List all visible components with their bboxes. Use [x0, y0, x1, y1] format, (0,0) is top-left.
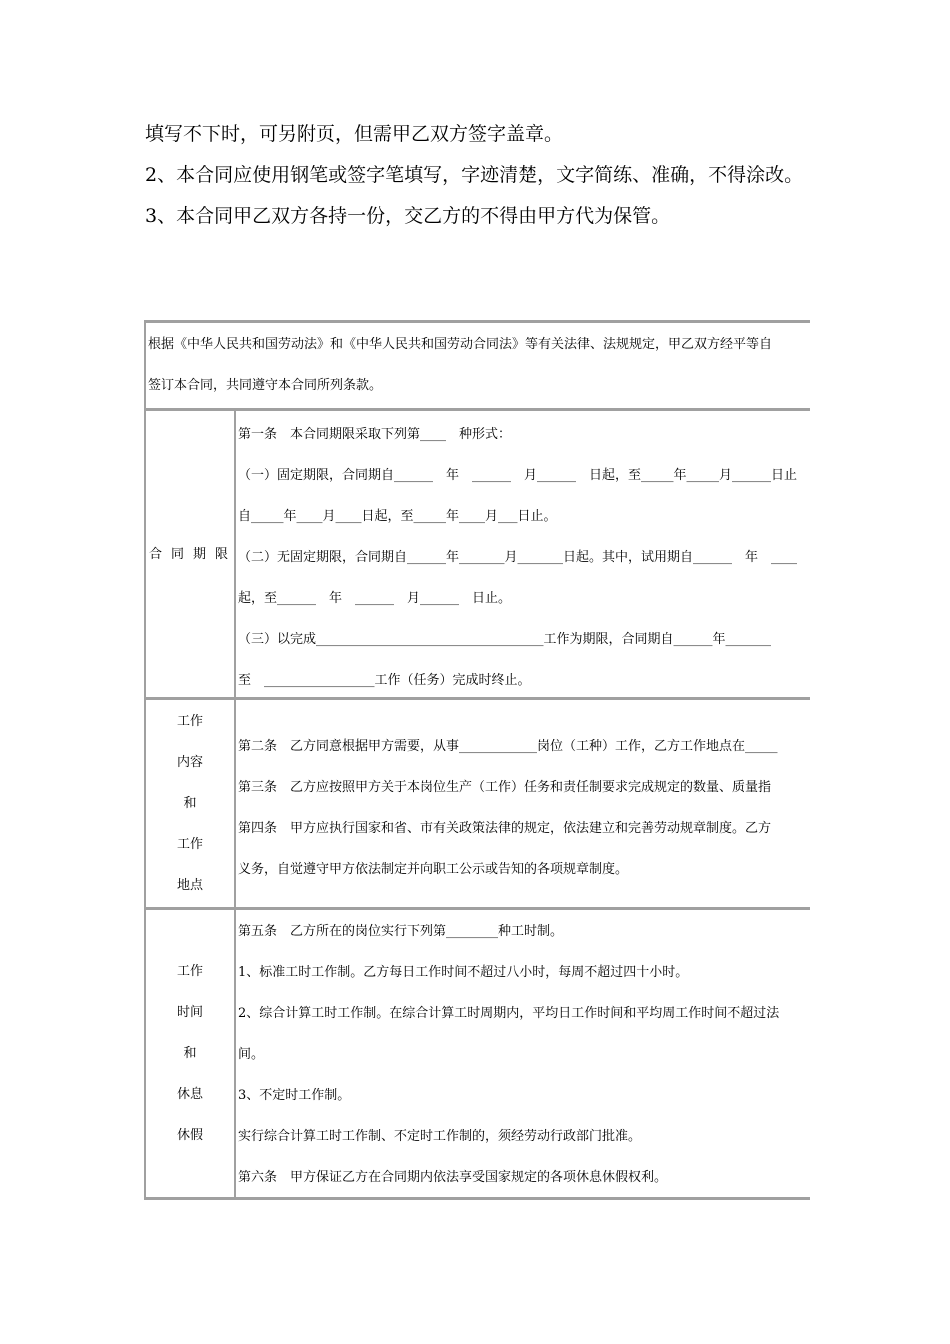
work-hours-content [236, 910, 810, 1197]
clause-line: 至 _________________工作（任务）完成时终止。 [238, 673, 531, 688]
label-line: 地点 [176, 878, 203, 893]
contract-term-content [236, 411, 810, 697]
note-line: 3、本合同甲乙双方各持一份，交乙方的不得由甲方代为保管。 [145, 205, 671, 227]
clause-line: 义务，自觉遵守甲方依法制定并向职工公示或告知的各项规章制度。 [238, 862, 629, 877]
clause-line: 第五条 乙方所在的岗位实行下列第________种工时制。 [238, 924, 564, 939]
label-line: 休息 [176, 1087, 203, 1102]
clause-line: 第六条 甲方保证乙方在合同期内依法享受国家规定的各项休息休假权利。 [238, 1170, 668, 1185]
work-hours-row [146, 910, 810, 1200]
contract-notes [145, 114, 905, 237]
label-line: 工作 [176, 714, 203, 729]
clause-line: 实行综合计算工时工作制、不定时工作制的，须经劳动行政部门批准。 [238, 1129, 642, 1144]
work-content-content [236, 700, 810, 907]
clause-line: 第一条 本合同期限采取下列第____ 种形式： [238, 427, 512, 442]
intro-line: 签订本合同，共同遵守本合同所列条款。 [148, 378, 383, 393]
contract-term-label: 合同期限 [149, 546, 238, 562]
label-line: 工作 [176, 837, 203, 852]
clause-line: （三）以完成___________________________________工作为期限，合同期自______年_______ [238, 632, 772, 647]
contract-term-row [146, 411, 810, 700]
clause-line: 3、不定时工作制。 [238, 1088, 351, 1103]
label-line: 时间 [176, 1005, 203, 1020]
note-line: 填写不下时，可另附页，但需甲乙双方签字盖章。 [145, 123, 564, 145]
clause-line: （二）无固定期限，合同期自______年_______月_______日起。其中，试用期自______ 年 ____ [238, 550, 798, 565]
contract-intro [146, 323, 810, 411]
label-line: 和 [183, 796, 197, 811]
label-line: 和 [183, 1046, 197, 1061]
work-content-row [146, 700, 810, 910]
note-line: 2、本合同应使用钢笔或签字笔填写，字迹清楚，文字简练、准确，不得涂改。 [145, 164, 804, 186]
label-line: 内容 [176, 755, 203, 770]
clause-line: 第三条 乙方应按照甲方关于本岗位生产（工作）任务和责任制要求完成规定的数量、质量指 [238, 780, 772, 795]
clause-line: 第四条 甲方应执行国家和省、市有关政策法律的规定，依法建立和完善劳动规章制度。乙方 [238, 821, 772, 836]
label-line: 休假 [176, 1128, 203, 1143]
clause-line: 间。 [238, 1047, 265, 1062]
clause-line: 第二条 乙方同意根据甲方需要，从事____________岗位（工种）工作，乙方工作地点在_____ [238, 739, 778, 754]
work-hours-label-cell [146, 910, 236, 1197]
clause-line: （一）固定期限，合同期自______ 年 ______ 月______ 日起，至_____年_____月______日止 [238, 468, 798, 483]
label-line: 工作 [176, 964, 203, 979]
intro-line: 根据《中华人民共和国劳动法》和《中华人民共和国劳动合同法》等有关法律、法规规定，甲乙双方经平等自 [148, 337, 773, 352]
clause-line: 1、标准工时工作制。乙方每日工作时间不超过八小时，每周不超过四十小时。 [238, 965, 689, 980]
clause-line: 自_____年____月____日起，至_____年____月___日止。 [238, 509, 557, 524]
contract-table [144, 320, 810, 1200]
clause-line: 2、综合计算工时工作制。在综合计算工时周期内，平均日工作时间和平均周工作时间不超过法 [238, 1006, 780, 1021]
clause-line: 起，至______ 年 ______ 月______ 日止。 [238, 591, 512, 606]
work-content-label-cell [146, 700, 236, 907]
contract-term-label-cell [146, 411, 236, 697]
